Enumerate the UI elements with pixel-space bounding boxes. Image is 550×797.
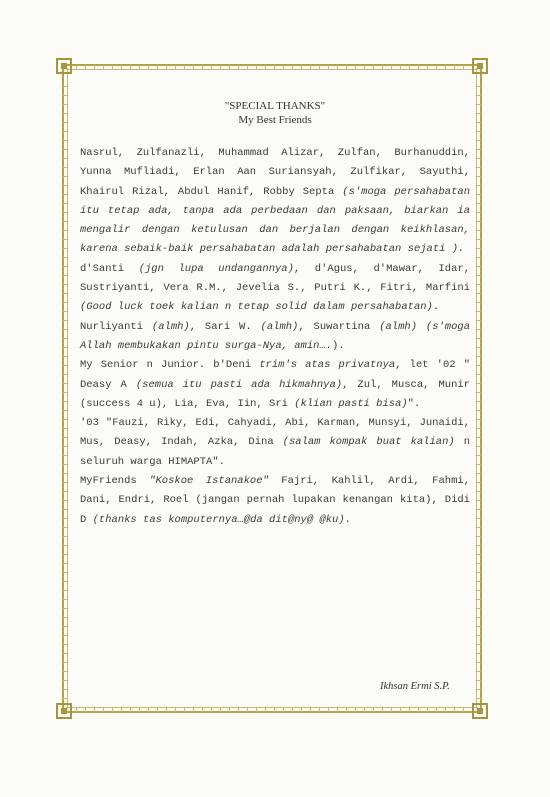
page-subtitle: My Best Friends <box>238 114 312 126</box>
corner-ornament-icon <box>472 58 488 74</box>
signature: Ikhsan Ermi S.P. <box>380 681 450 692</box>
paragraph: Nurliyanti (almh), Sari W. (almh), Suwartina (almh) (s'moga Allah membukakan pintu surga-Nya, amin….). <box>80 320 471 352</box>
corner-ornament-icon <box>472 703 488 719</box>
paragraph: MyFriends "Koskoe Istanakoe" Fajri, Kahlil, Ardi, Fahmi, Dani, Endri, Roel (jangan pernah lupakan kenangan kita), Didi D (thanks tas komputernya…@da dit@ny@ @ku). <box>80 475 470 526</box>
paragraph: '03 "Fauzi, Riky, Edi, Cahyadi, Abi, Karman, Munsyi, Junaidi, Mus, Deasy, Indah, Azka, Dina (salam kompak buat kalian) n seluruh warga HIMAPTA". <box>80 417 471 468</box>
page-title: "SPECIAL THANKS" <box>224 100 326 112</box>
paragraph: Nasrul, Zulfanazli, Muhammad Alizar, Zulfan, Burhanuddin, Yunna Mufliadi, Erlan Aan Suriansyah, Zulfikar, Sayuthi, Khairul Rizal, Abdul Hanif, Robby Septa (s'moga persahabatan itu tetap ada, tanpa ada perbedaan dan paksaan, biarkan ia mengalir dengan ketulusan dan berjalan dengan keikhlasan, karena sebaik-baik persahabatan adalah persahabatan sejati ). <box>80 147 470 256</box>
paragraph: d'Santi (jgn lupa undangannya), d'Agus, d'Mawar, Idar, Sustriyanti, Vera R.M., Jevelia S., Putri K., Fitri, Marfini (Good luck toek kalian n tetap solid dalam persahabatan). <box>80 262 470 314</box>
paragraph: My Senior n Junior. b'Deni trim's atas privatnya, let '02 " Deasy A (semua itu pasti ada hikmahnya), Zul, Musca, Munir (success 4 u), Lia, Eva, Iin, Sri (klian pasti bisa)". <box>80 359 470 410</box>
corner-ornament-icon <box>56 703 72 719</box>
corner-ornament-icon <box>56 58 72 74</box>
thanks-body <box>80 144 470 530</box>
